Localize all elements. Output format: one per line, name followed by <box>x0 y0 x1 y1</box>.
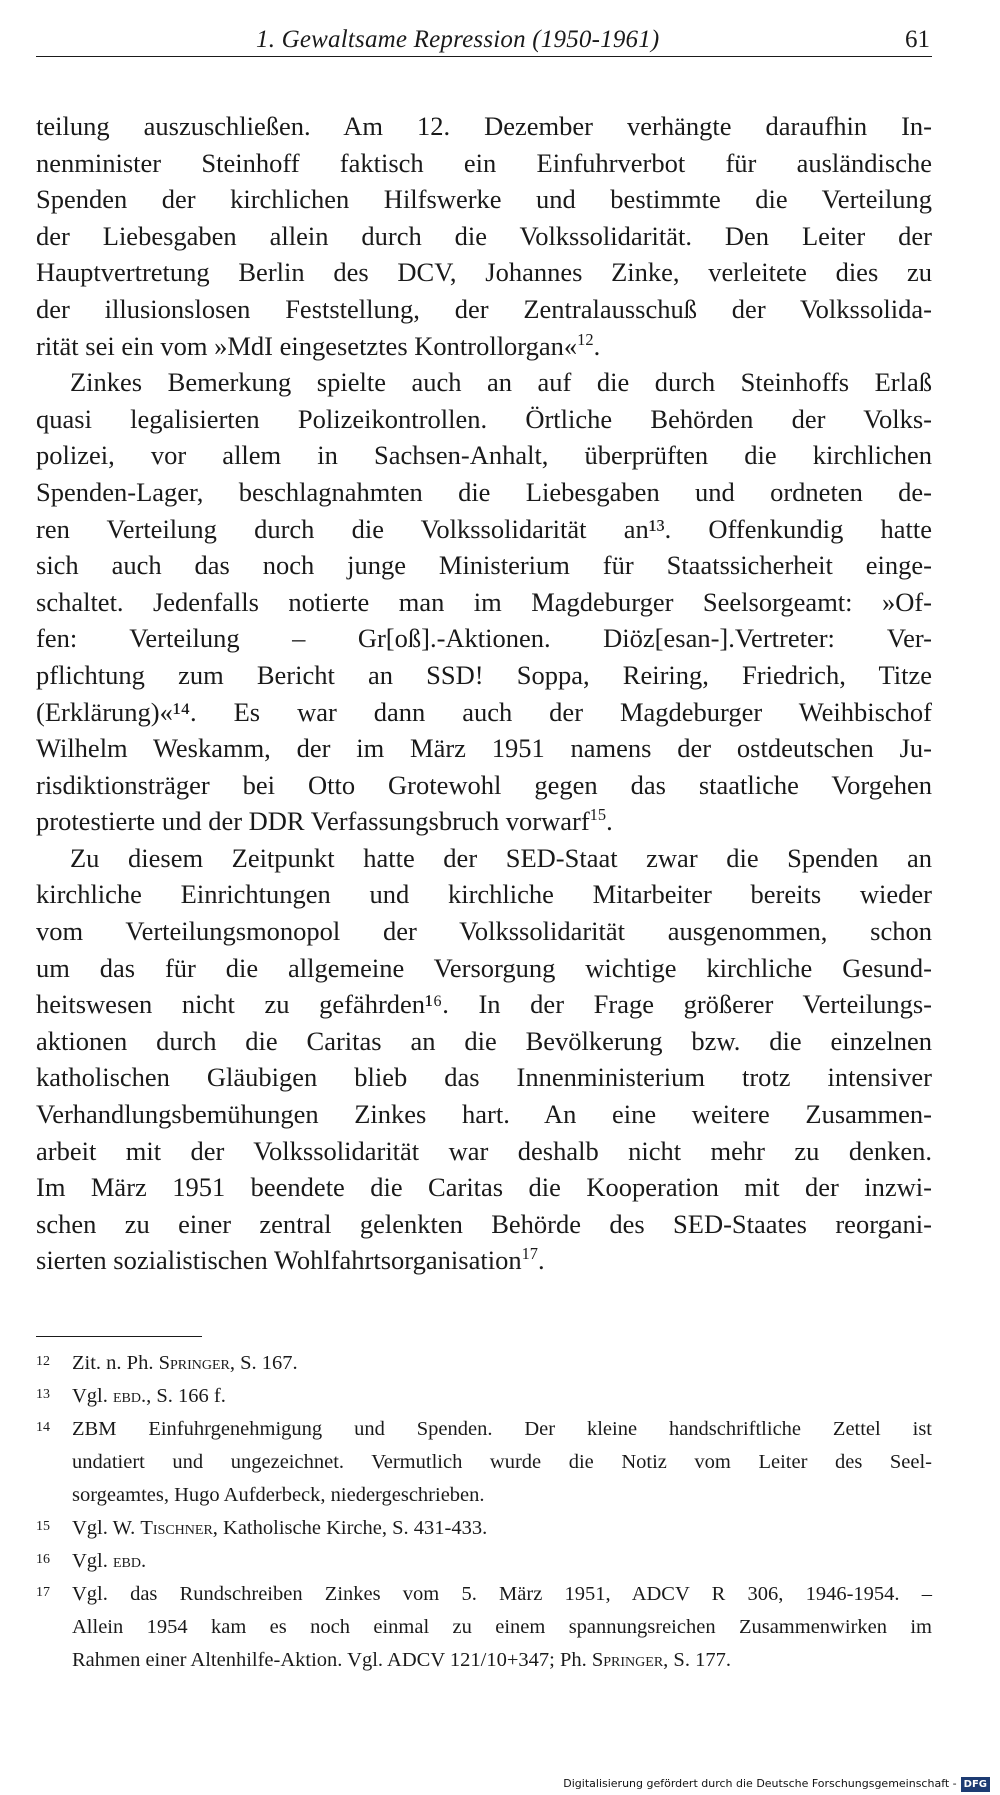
body-text <box>36 108 932 1279</box>
text-line: Verhandlungsbemühungen Zinkes hart. An eine weitere Zusammen- <box>36 1099 932 1130</box>
text-line: katholischen Gläubigen blieb das Innenministerium trotz intensiver <box>36 1062 932 1093</box>
dfg-logo: DFG <box>961 1777 990 1792</box>
footnote-number: 14 <box>36 1420 50 1435</box>
footnote-12 <box>36 1347 932 1380</box>
running-head <box>36 22 932 58</box>
footnote-line: Zit. n. Ph. Springer, S. 167. <box>72 1352 298 1374</box>
footnotes <box>36 1347 932 1677</box>
text-line: Hauptvertretung Berlin des DCV, Johannes Zinke, verleitete dies zu <box>36 257 932 288</box>
text-line <box>36 328 932 365</box>
text-line: ren Verteilung durch die Volkssolidarität an¹³. Offenkundig hatte <box>36 513 932 544</box>
footnote-number: 17 <box>36 1585 50 1600</box>
footnote-line: ZBM Einfuhrgenehmigung und Spenden. Der kleine handschriftliche Zettel ist <box>72 1418 932 1440</box>
footnote-line: Vgl. W. Tischner, Katholische Kirche, S. 431-433. <box>72 1517 488 1539</box>
text-line: quasi legalisierten Polizeikontrollen. Örtliche Behörden der Volks- <box>36 403 932 434</box>
text-line: der Liebesgaben allein durch die Volkssolidarität. Den Leiter der <box>36 220 932 251</box>
footnote-number: 16 <box>36 1552 50 1567</box>
footnote-rule <box>36 1336 202 1337</box>
footnote-line: Allein 1954 kam es noch einmal zu einem spannungsreichen Zusammenwirken im <box>72 1616 932 1638</box>
text-line: Spenden der kirchlichen Hilfswerke und bestimmte die Verteilung <box>36 184 932 215</box>
paragraph-1 <box>36 108 932 364</box>
footnote-15 <box>36 1512 932 1545</box>
text-line-content: protestierte und der DDR Verfassungsbruch vorwarf <box>36 806 590 837</box>
text-line: schen zu einer zentral gelenkten Behörde des SED-Staates reorgani- <box>36 1208 932 1239</box>
text-line: um das für die allgemeine Versorgung wichtige kirchliche Gesund- <box>36 952 932 983</box>
text-line: aktionen durch die Caritas an die Bevölkerung bzw. die einzelnen <box>36 1025 932 1056</box>
text-line: schaltet. Jedenfalls notierte man im Magdeburger Seelsorgeamt: »Of- <box>36 586 932 617</box>
text-line: Im März 1951 beendete die Caritas die Kooperation mit der inzwi- <box>36 1172 932 1203</box>
footnote-17 <box>36 1578 932 1677</box>
footnote-line: Vgl. ebd. <box>72 1550 147 1572</box>
text-line: arbeit mit der Volkssolidarität war deshalb nicht mehr zu denken. <box>36 1135 932 1166</box>
header-rule <box>36 56 932 57</box>
paragraph-2 <box>36 364 932 840</box>
footnote-line: Rahmen einer Altenhilfe-Aktion. Vgl. ADCV 121/10+347; Ph. Springer, S. 177. <box>72 1649 731 1671</box>
text-line: fen: Verteilung – Gr[oß].-Aktionen. Diöz[esan-].Vertreter: Ver- <box>36 623 932 654</box>
footnote-13 <box>36 1380 932 1413</box>
digitization-credit <box>563 1775 990 1793</box>
text-line <box>36 803 932 840</box>
text-line: Wilhelm Weskamm, der im März 1951 namens der ostdeutschen Ju- <box>36 733 932 764</box>
text-line: nenminister Steinhoff faktisch ein Einfuhrverbot für ausländische <box>36 147 932 178</box>
text-line-end: . <box>606 806 613 837</box>
footnote-reference: 15 <box>589 805 607 825</box>
text-line: pflichtung zum Bericht an SSD! Soppa, Reiring, Friedrich, Titze <box>36 659 932 690</box>
paragraph-3 <box>36 840 932 1279</box>
footnote-number: 15 <box>36 1519 50 1534</box>
text-line: Zinkes Bemerkung spielte auch an auf die durch Steinhoffs Erlaß <box>70 367 932 398</box>
footnote-reference: 12 <box>577 329 594 349</box>
text-line: (Erklärung)«¹⁴. Es war dann auch der Magdeburger Weihbischof <box>36 696 932 727</box>
text-line <box>36 1242 932 1279</box>
footnote-line: sorgeamtes, Hugo Aufderbeck, niedergeschrieben. <box>72 1484 485 1506</box>
footnote-number: 13 <box>36 1387 50 1402</box>
running-title: 1. Gewaltsame Repression (1950-1961) <box>256 26 660 53</box>
text-line: Spenden-Lager, beschlagnahmten die Liebesgaben und ordneten de- <box>36 476 932 507</box>
text-line-end: . <box>538 1245 545 1276</box>
text-line: teilung auszuschließen. Am 12. Dezember verhängte daraufhin In- <box>36 111 932 141</box>
text-line: Zu diesem Zeitpunkt hatte der SED-Staat zwar die Spenden an <box>70 842 932 873</box>
footnote-16 <box>36 1545 932 1578</box>
footnote-14 <box>36 1413 932 1512</box>
text-line: vom Verteilungsmonopol der Volkssolidarität ausgenommen, schon <box>36 916 932 947</box>
text-line-end: . <box>593 330 601 361</box>
text-line-content: sierten sozialistischen Wohlfahrtsorganisation <box>36 1245 522 1276</box>
footnote-line: Vgl. das Rundschreiben Zinkes vom 5. März 1951, ADCV R 306, 1946-1954. – <box>72 1583 932 1605</box>
text-line: heitswesen nicht zu gefährden¹⁶. In der Frage größerer Verteilungs- <box>36 989 932 1020</box>
text-line-content: rität sei ein vom »MdI eingesetztes Kontrollorgan« <box>36 330 578 361</box>
text-line: risdiktionsträger bei Otto Grotewohl gegen das staatliche Vorgehen <box>36 769 932 800</box>
credit-text: Digitalisierung gefördert durch die Deutsche Forschungsgemeinschaft - <box>563 1777 957 1790</box>
footnote-line: Vgl. ebd., S. 166 f. <box>72 1385 226 1407</box>
footnote-number: 12 <box>36 1354 50 1369</box>
text-line: kirchliche Einrichtungen und kirchliche Mitarbeiter bereits wieder <box>36 879 932 910</box>
text-line: polizei, vor allem in Sachsen-Anhalt, überprüften die kirchlichen <box>36 440 932 471</box>
footnote-reference: 17 <box>521 1244 538 1264</box>
footnote-line: undatiert und ungezeichnet. Vermutlich wurde die Notiz vom Leiter des Seel- <box>72 1451 932 1473</box>
text-line: sich auch das noch junge Ministerium für Staatssicherheit einge- <box>36 550 932 581</box>
text-line: der illusionslosen Feststellung, der Zentralausschuß der Volkssolida- <box>36 293 932 324</box>
page-number: 61 <box>905 26 930 53</box>
